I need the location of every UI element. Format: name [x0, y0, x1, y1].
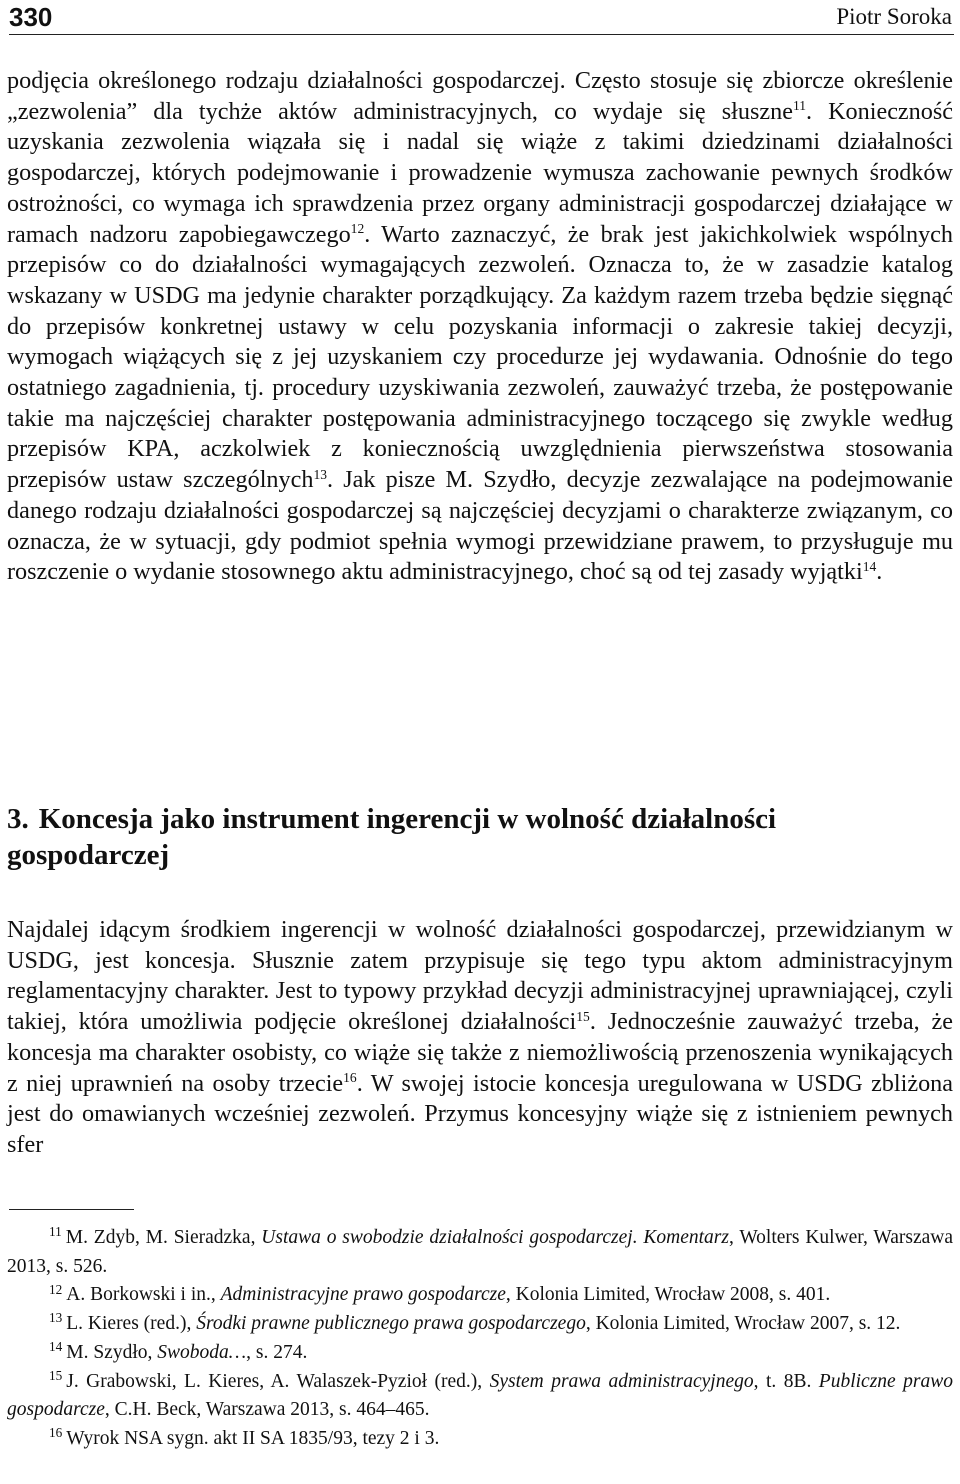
footnote-15	[7, 1368, 953, 1425]
body-paragraph-2	[7, 915, 953, 1161]
footnote-ref-16[interactable]: 16	[343, 1070, 357, 1086]
footnote-12	[7, 1281, 953, 1310]
running-header	[9, 0, 954, 35]
footnote-text: Wyrok NSA sygn. akt II SA 1835/93, tezy 2 i 3.	[66, 1427, 440, 1449]
footnote-ref-11[interactable]: 11	[792, 98, 806, 114]
footnote-ref-14[interactable]: 14	[862, 558, 877, 574]
page-number: 330	[9, 2, 53, 32]
footnote-publication: , Wolters Kulwer, Warszawa 2013, s. 526.	[7, 1227, 953, 1277]
text-run: . Jak pisze M. Szydło, decyzje zezwalające na podejmowanie danego rodzaju działalności gospodarczej są najczęściej decyzjami o charakterze związanym, co oznacza, że w sytuacji, gdy podmiot spełnia wymogi przewidziane prawem, to przysługuje mu roszczenie o wydanie stosownego aktu administracyjnego, choć są od tej zasady wyjątki	[7, 466, 953, 586]
text-run: . Warto zaznaczyć, że brak jest jakichkolwiek wspólnych przepisów co do działalności wymagających zezwoleń. Oznacza to, że w zasadzie katalog wskazany w USDG ma jedynie charakter porządkujący. Za każdym razem trzeba będzie sięgnąć do przepisów konkretnej ustawy w celu pozyskania informacji o zakresie takiej decyzji, wymogach wiążących się z jej uzyskaniem czy procedurze jej wydawania. Odnośnie do tego ostatniego zagadnienia, tj. procedury uzyskiwania zezwoleń, zauważyć trzeba, że postępowanie takie ma najczęściej charakter postępowania administracyjnego toczącego się zwykle według przepisów KPA, aczkolwiek z koniecznością uwzględnienia pierwszeństwa stosowania przepisów ustaw szczególnych	[7, 220, 954, 494]
text-run: Najdalej idącym środkiem ingerencji w wolność działalności gospodarczej, przewidzianym w USDG, jest koncesja. Słusznie zatem przypisuje się tego typu aktom administracyjnym reglamentacyjny charakter. Jest to typowy przykład decyzji administracyjnej uprawniającej, czyli takiej, która umożliwia podjęcie określonej działalności	[7, 916, 953, 1036]
footnote-title: Swoboda…	[157, 1341, 247, 1363]
footnotes	[7, 1224, 953, 1454]
footnote-publication: , Kolonia Limited, Wrocław 2008, s. 401.	[505, 1284, 831, 1306]
text-run: .	[876, 558, 883, 586]
footnote-publication: , s. 274.	[246, 1341, 308, 1363]
footnote-title: Administracyjne prawo gospodarcze	[220, 1284, 506, 1306]
footnote-publication: , Kolonia Limited, Wrocław 2007, s. 12.	[585, 1313, 901, 1335]
footnote-11	[7, 1224, 953, 1281]
footnote-number: 13	[49, 1310, 63, 1326]
footnote-number: 16	[49, 1425, 63, 1441]
section-title: Koncesja jako instrument ingerencji w wolność działalności gospodarczej	[7, 803, 777, 871]
footnote-16	[7, 1425, 953, 1454]
footnote-number: 14	[49, 1339, 63, 1355]
footnote-ref-15[interactable]: 15	[576, 1008, 590, 1024]
footnote-divider	[9, 1209, 134, 1210]
footnote-number: 15	[49, 1367, 63, 1383]
footnote-13	[7, 1310, 953, 1339]
footnote-title: Ustawa o swobodzie działalności gospodarczej. Komentarz	[261, 1227, 729, 1248]
text-run: . W swojej istocie koncesja uregulowana w USDG zbliżona jest do omawianych wcześniej zezwoleń. Przymus koncesyjny wiąże się z istnieniem pewnych sfer	[7, 1069, 953, 1158]
footnote-ref-12[interactable]: 12	[350, 221, 365, 237]
footnote-ref-13[interactable]: 13	[313, 466, 327, 482]
section-number: 3.	[7, 803, 29, 835]
footnote-author: M. Zdyb, M. Sieradzka,	[65, 1227, 262, 1248]
footnote-author: J. Grabowski, L. Kieres, A. Walaszek-Pyzioł (red.),	[66, 1370, 490, 1392]
footnote-title: Środki prawne publicznego prawa gospodarczego	[196, 1313, 586, 1335]
footnote-publication: , t. 8B.	[753, 1370, 819, 1392]
footnote-author: L. Kieres (red.),	[66, 1313, 197, 1335]
footnote-author: A. Borkowski i in.,	[66, 1284, 221, 1306]
running-author: Piotr Soroka	[836, 4, 952, 29]
body-paragraph-1	[7, 66, 953, 588]
footnote-series-title: Publiczne prawo gospodarcze	[7, 1370, 953, 1421]
footnote-number: 12	[49, 1281, 63, 1297]
section-heading	[7, 801, 887, 873]
footnote-publication: , C.H. Beck, Warszawa 2013, s. 464–465.	[104, 1399, 430, 1421]
footnote-number: 11	[49, 1224, 62, 1240]
text-run: . Jednocześnie zauważyć trzeba, że koncesja ma charakter osobisty, co wiąże się także z niemożliwością przenoszenia wynikających z niej uprawnień na osoby trzecie	[7, 1008, 953, 1097]
text-run: . Konieczność uzyskania zezwolenia wiązała się i nadal się wiąże z takimi dziedzinami działalności gospodarczej, których podejmowanie i prowadzenie wymusza zachowanie pewnych środków ostrożności, co wymaga ich sprawdzenia przez organy administracji gospodarczej działające w ramach nadzoru zapobiegawczego	[7, 97, 954, 248]
text-run: podjęcia określonego rodzaju działalności gospodarczej. Często stosuje się zbiorcze określenie „zezwolenia” dla tychże aktów administracyjnych, co wydaje się słuszne	[7, 67, 953, 125]
footnote-14	[7, 1339, 953, 1368]
footnote-title: System prawa administracyjnego	[489, 1370, 754, 1392]
footnote-author: M. Szydło,	[66, 1341, 158, 1363]
